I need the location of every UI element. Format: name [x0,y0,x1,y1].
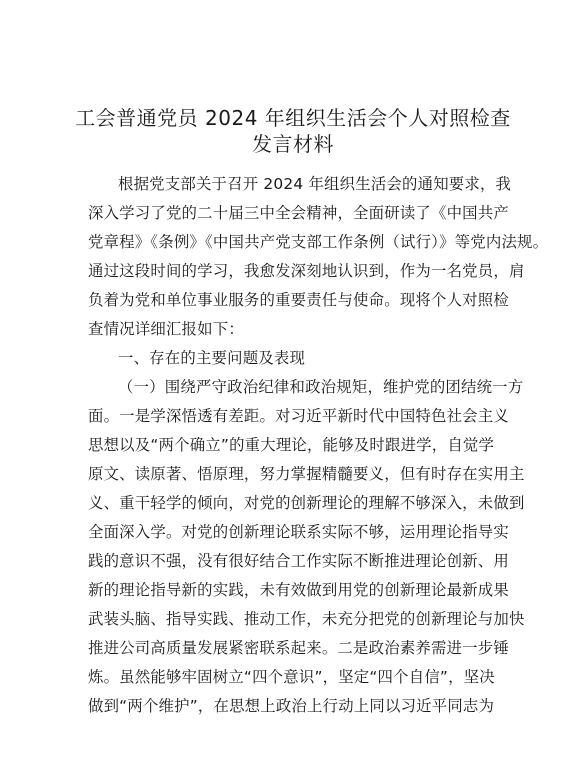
body-line: 全面深入学。对党的创新理论联系实际不够，运用理论指导实 [88,523,509,541]
body-line: 炼。虽然能够牢固树立“四个意识”，坚定“四个自信”，坚决 [88,668,495,686]
body-line: 面。一是学深悟透有差距。对习近平新时代中国特色社会主义 [88,407,509,425]
body-line: 践的意识不强，没有很好结合工作实际不断推进理论创新、用 [88,552,509,570]
body-line: 思想以及“两个确立”的重大理论，能够及时跟进学，自觉学 [88,436,495,454]
body-line: 武装头脑、指导实践、推动工作，未充分把党的创新理论与加快 [88,610,525,628]
body-line: （一）围绕严守政治纪律和政治规矩，维护党的团结统一方 [118,378,524,396]
body-line: 通过这段时间的学习，我愈发深刻地认识到，作为一名党员，肩 [88,262,525,280]
body-line: 党章程》《条例》《中国共产党支部工作条例（试行）》等党内法规。 [88,233,549,251]
body-line: 推进公司高质量发展紧密联系起来。二是政治素养需进一步锤 [88,639,509,657]
document-title-line-2: 发言材料 [252,132,334,156]
body-line: 负着为党和单位事业服务的重要责任与使命。现将个人对照检 [88,291,509,309]
body-line: 义、重干轻学的倾向，对党的创新理论的理解不够深入，未做到 [88,494,525,512]
body-line: 做到“两个维护”，在思想上政治上行动上同以习近平同志为 [88,697,495,715]
document-title-line-1: 工会普通党员 2024 年组织生活会个人对照检查 [75,106,511,130]
body-line: 原文、读原著、悟原理，努力掌握精髓要义，但有时存在实用主 [88,465,525,483]
body-line: 新的理论指导新的实践，未有效做到用党的创新理论最新成果 [88,581,509,599]
body-line: 根据党支部关于召开 2024 年组织生活会的通知要求，我 [118,175,512,193]
body-line: 深入学习了党的二十届三中全会精神，全面研读了《中国共产 [88,204,509,222]
body-line: 查情况详细汇报如下： [88,320,244,338]
section-heading: 一、存在的主要问题及表现 [118,349,306,367]
